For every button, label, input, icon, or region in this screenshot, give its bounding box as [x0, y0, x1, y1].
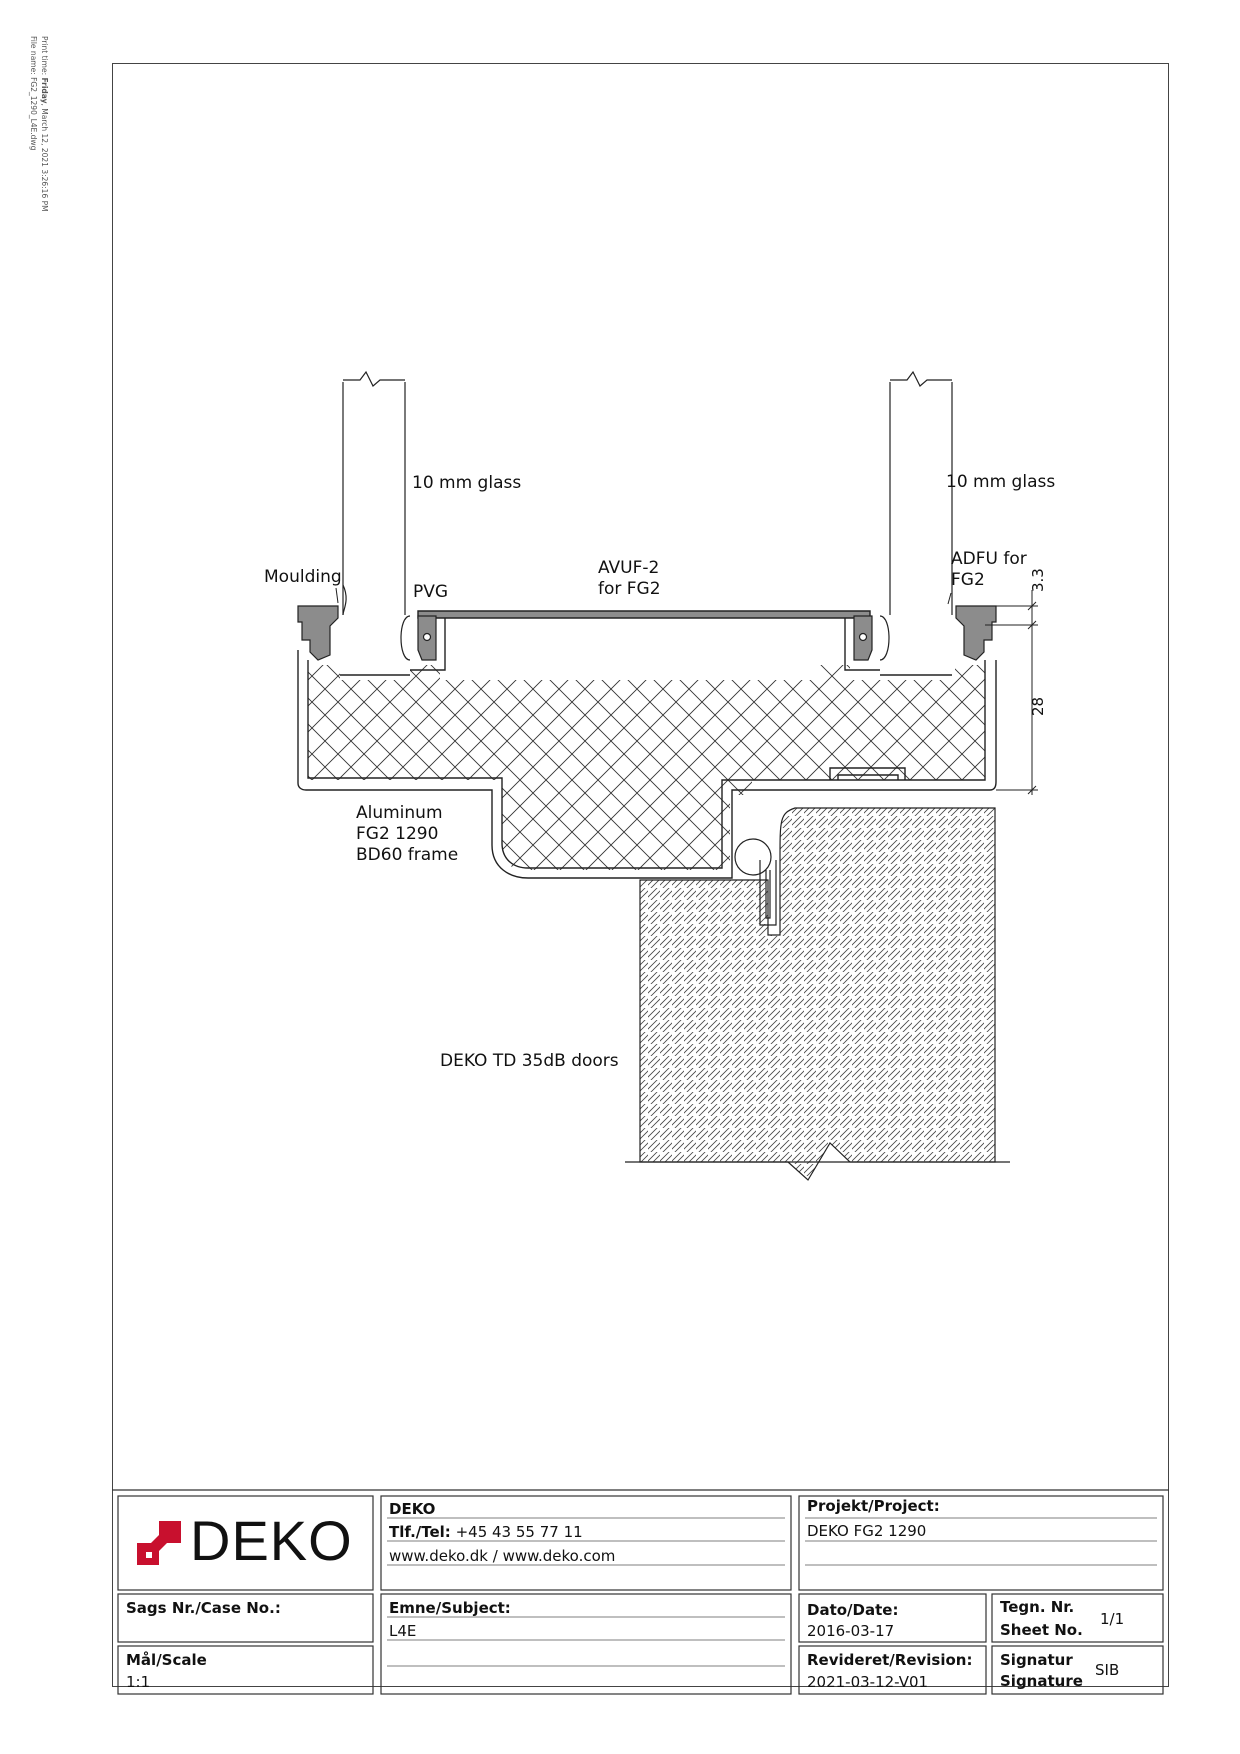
- signature-label-2: Signature: [1000, 1672, 1083, 1690]
- label-glass-right: 10 mm glass: [946, 472, 1056, 492]
- label-avuf-line2: for FG2: [598, 579, 661, 599]
- moulding-right: [956, 606, 996, 660]
- label-frame-line2: FG2 1290: [356, 824, 439, 844]
- subject-value: L4E: [389, 1622, 417, 1640]
- sheet-label-1: Tegn. Nr.: [1000, 1598, 1075, 1616]
- signature-value: SIB: [1095, 1661, 1120, 1679]
- tel-value: +45 43 55 77 11: [455, 1523, 583, 1541]
- dimension-3-3: 3.3: [1029, 568, 1047, 592]
- label-door: DEKO TD 35dB doors: [440, 1051, 619, 1071]
- revision-value: 2021-03-12-V01: [807, 1673, 929, 1691]
- deko-logo-text: DEKO: [190, 1509, 353, 1572]
- label-adfu-line1: ADFU for: [951, 549, 1027, 569]
- signature-label-1: Signatur: [1000, 1651, 1073, 1669]
- date-label: Dato/Date:: [807, 1601, 899, 1619]
- tel-label: Tlf./Tel:: [389, 1523, 451, 1541]
- label-avuf-line1: AVUF-2: [598, 558, 660, 578]
- pvg-gasket-left: [401, 616, 436, 660]
- print-time: Print time: Friday, March 12, 2021 3:26:16 PM: [40, 36, 49, 212]
- glass-left: [343, 372, 405, 615]
- label-adfu-line2: FG2: [951, 570, 985, 590]
- project-label: Projekt/Project:: [807, 1497, 940, 1515]
- label-frame-line3: BD60 frame: [356, 845, 459, 865]
- label-moulding: Moulding: [264, 567, 342, 587]
- pvg-gasket-right: [854, 616, 889, 660]
- company-web[interactable]: www.deko.dk / www.deko.com: [389, 1547, 616, 1565]
- company-tel: [389, 1523, 583, 1541]
- moulding-left: [298, 606, 338, 660]
- subject-label: Emne/Subject:: [389, 1599, 511, 1617]
- sheet-value: 1/1: [1100, 1610, 1125, 1628]
- label-glass-left: 10 mm glass: [412, 473, 522, 493]
- sheet-label-2: Sheet No.: [1000, 1621, 1083, 1639]
- scale-label: Mål/Scale: [126, 1651, 207, 1669]
- date-value: 2016-03-17: [807, 1622, 895, 1640]
- project-value: DEKO FG2 1290: [807, 1522, 927, 1540]
- dimension-28: 28: [1029, 696, 1047, 716]
- deko-logo-mark: [137, 1521, 181, 1565]
- scale-value: 1:1: [126, 1673, 151, 1691]
- label-pvg: PVG: [413, 582, 449, 602]
- revision-label: Revideret/Revision:: [807, 1651, 973, 1669]
- case-label: Sags Nr./Case No.:: [126, 1599, 281, 1617]
- company-name: DEKO: [389, 1500, 436, 1518]
- file-name: File name: FG2_1290_L4E.dwg: [29, 36, 38, 151]
- label-frame-line1: Aluminum: [356, 803, 443, 823]
- glass-right: [890, 372, 952, 615]
